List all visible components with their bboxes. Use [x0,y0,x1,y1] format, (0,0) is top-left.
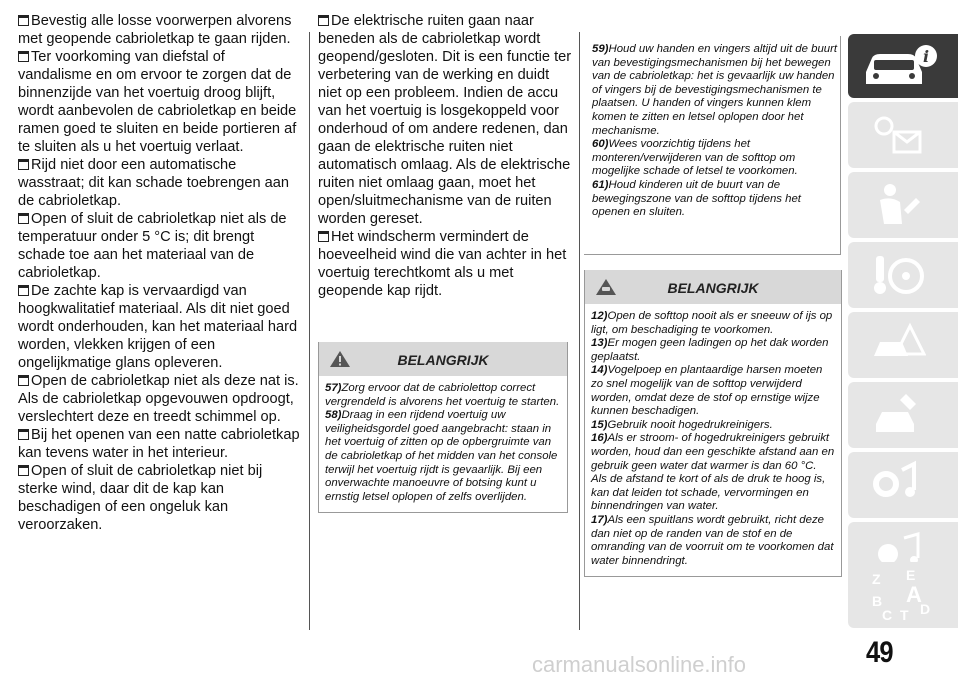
item-number: 14) [591,364,608,377]
car-info-icon [860,42,940,90]
column-3 [592,43,838,220]
warning-car-icon [595,278,617,296]
note-text: De zachte kap is vervaardigd van hoogkwalitatief materiaal. Als dit niet goed wordt onderhouden, kan het materiaal hard worden, vlekken krijgen of een ongelijkmatige glans opleveren. [18,283,298,371]
item-number: 13) [591,337,608,350]
item-text: Houd kinderen uit de buurt van de bewegingszone van de softtop tijdens het openen en sluiten. [592,178,801,219]
note-paragraph [318,12,572,228]
note-paragraph [318,228,572,300]
numbered-item [591,364,835,418]
starting-icon [866,250,926,300]
item-text: Als er stroom- of hogedrukreinigers gebruikt worden, houd dan een geschikte afstand aan en gebruik geen water dat warmer is dan 60 °C. Als de afstand te kort of als de druk te hoog is, kan dat leiden tot schade, vervormingen en binnendringen van water. [591,432,835,513]
warning-body [585,304,841,576]
note-text: Bevestig alle losse voorwerpen alvorens met geopende cabrioletkap te gaan rijden. [18,13,292,47]
lights-icon [866,110,926,160]
column-divider [579,32,580,630]
note-text: Open of sluit de cabrioletkap niet bij sterke wind, daar dit de kap kan beschadigen of een ongeluk kan veroorzaken. [18,463,263,533]
item-text: Er mogen geen ladingen op het dak worden geplaatst. [591,337,829,363]
index-letter: C [882,607,893,623]
numbered-item [325,382,561,409]
tab-service[interactable] [848,382,958,448]
item-number: 59) [592,43,609,55]
tab-emergency[interactable] [848,312,958,378]
service-icon [866,390,926,440]
note-icon [18,159,29,170]
item-number: 61) [592,178,609,191]
tab-car-info[interactable] [848,34,958,98]
item-text: Gebruik nooit hogedrukreinigers. [607,418,773,431]
item-text: Draag in een rijdend voertuig uw veiligheidsgordel goed aangebracht: staan in het voertuig of zitten op de opbergruimte van de cabrioletkap of het midden van het console terwijl het voertuig rijdt is gevaarlijk. Bij een onverwachte manoeuvre of botsing kunt u ernstig letsel oplopen of zelfs overlijden. [325,409,558,503]
note-icon [318,231,329,242]
index-letter: D [920,601,931,617]
note-paragraph [18,210,300,282]
tab-starting[interactable] [848,242,958,308]
numbered-item [591,419,835,433]
note-text: Bij het openen van een natte cabrioletkap kan tevens water in het interieur. [18,427,300,461]
item-text: Houd uw handen en vingers altijd uit de buurt van bevestigingsmechanismen bij het bewegen van de cabrioletkap: het is gevaarlijk uw handen of vingers bij de bevestigingsmechanismen te plaatsen. U handen of vingers kunnen klem komen te zitten en letsel oplopen door het mechanisme. [592,43,838,137]
column-1 [18,12,300,534]
item-number: 15) [591,418,608,431]
footer-watermark-url: carmanualsonline.info [532,652,747,677]
note-icon [18,429,29,440]
item-text: Zorg ervoor dat de cabriolettop correct vergrendeld is alvorens het voertuig te starten. [325,382,560,408]
note-paragraph [18,372,300,426]
item-text: Vogelpoep en plantaardige harsen moeten zo snel mogelijk van de softtop verwijderd worden, omdat deze de stof op ernstige wijze kunnen beschadigen. [591,364,823,418]
note-paragraph [18,156,300,210]
index-icon [866,566,942,624]
item-number: 17) [591,513,608,526]
column-2 [318,12,572,300]
tab-specs[interactable] [848,452,958,518]
note-text: Open de cabrioletkap niet als deze nat is. Als de cabrioletkap opgevouwen opdroogt, verslechtert deze en treedt schimmel op. [18,373,299,425]
note-text: Open of sluit de cabrioletkap niet als de temperatuur onder 5 °C is; dit brengt schade toe aan het materiaal van de cabrioletkap. [18,211,287,281]
note-icon [318,15,329,26]
warning-title: BELANGRIJK [667,280,759,296]
warning-box-2 [584,270,842,577]
note-text: De elektrische ruiten gaan naar beneden als de cabrioletkap wordt geopend/gesloten. Dit is een functie ter verbetering van de werking en duidt niet op een probleem. Indien de accu van het voertuig is losgekoppeld voor onderhoud of om andere redenen, dan gaan de elektrische ruiten niet automatisch omlaag. Als de elektrische ruiten niet omlaag gaan, moet het open/sluitmechanisme van de ruiten worden gereset. [318,13,572,227]
note-paragraph [18,12,300,48]
note-icon [18,285,29,296]
numbered-item [591,432,835,514]
note-icon [18,213,29,224]
item-number: 12) [591,310,608,322]
numbered-item [591,514,835,568]
page-number: 49 [866,636,893,669]
index-letter: Z [872,571,881,587]
item-text: Open de softtop nooit als er sneeuw of ijs op ligt, om beschadiging te voorkomen. [591,310,833,336]
specs-icon [866,460,926,510]
tab-safety[interactable] [848,172,958,238]
warning-triangle-icon [329,350,351,368]
index-letter: A [906,582,922,607]
item-number: 16) [591,432,608,445]
chapter-sidebar [848,0,960,678]
warning-title: BELANGRIJK [397,352,489,368]
warning-header [585,270,841,304]
note-icon [18,51,29,62]
numbered-item [592,179,838,220]
note-paragraph [18,48,300,156]
numbered-item [592,43,838,138]
warning-body [319,376,567,512]
tab-index[interactable] [848,562,958,628]
item-number: 60) [592,138,609,151]
numbered-item [591,310,835,337]
item-text: Als een spuitlans wordt gebruikt, richt deze dan niet op de randen van de stof en de omranding van de voorruit om te voorkomen dat water binnendringt. [591,513,834,567]
item-number: 58) [325,409,342,422]
numbered-item [325,409,561,504]
numbered-item [592,138,838,179]
item-text: Wees voorzichtig tijdens het monteren/verwijderen van de softtop om mogelijke schade of letsel te voorkomen. [592,138,798,178]
index-letter: E [906,567,916,583]
note-paragraph [18,426,300,462]
svg-text:i: i [923,47,930,66]
index-letter: B [872,593,883,609]
note-paragraph [18,282,300,372]
note-icon [18,15,29,26]
note-icon [18,465,29,476]
note-text: Het windscherm vermindert de hoeveelheid wind die van achter in het voertuig terechtkomt als u met geopende kap rijdt. [318,229,567,299]
warning-box-1 [318,342,568,513]
item-number: 57) [325,382,342,394]
column-divider [309,32,310,630]
numbered-item [591,337,835,364]
airbag-icon [866,180,926,230]
note-icon [18,375,29,386]
warning-header [319,342,567,376]
note-text: Rijd niet door een automatische wasstraat; dit kan schade toebrengen aan de cabrioletkap. [18,157,289,209]
tab-lights[interactable] [848,102,958,168]
index-letter: T [900,607,909,623]
note-paragraph [18,462,300,534]
warning-triangle-icon [866,320,926,370]
note-text: Ter voorkoming van diefstal of vandalisme en om ervoor te zorgen dat de binnenzijde van het voertuig droog blijft, wordt aanbevolen de cabrioletkap en beide ramen goed te sluiten en beide portieren af te sluiten als u het voertuig verlaat. [18,49,297,155]
